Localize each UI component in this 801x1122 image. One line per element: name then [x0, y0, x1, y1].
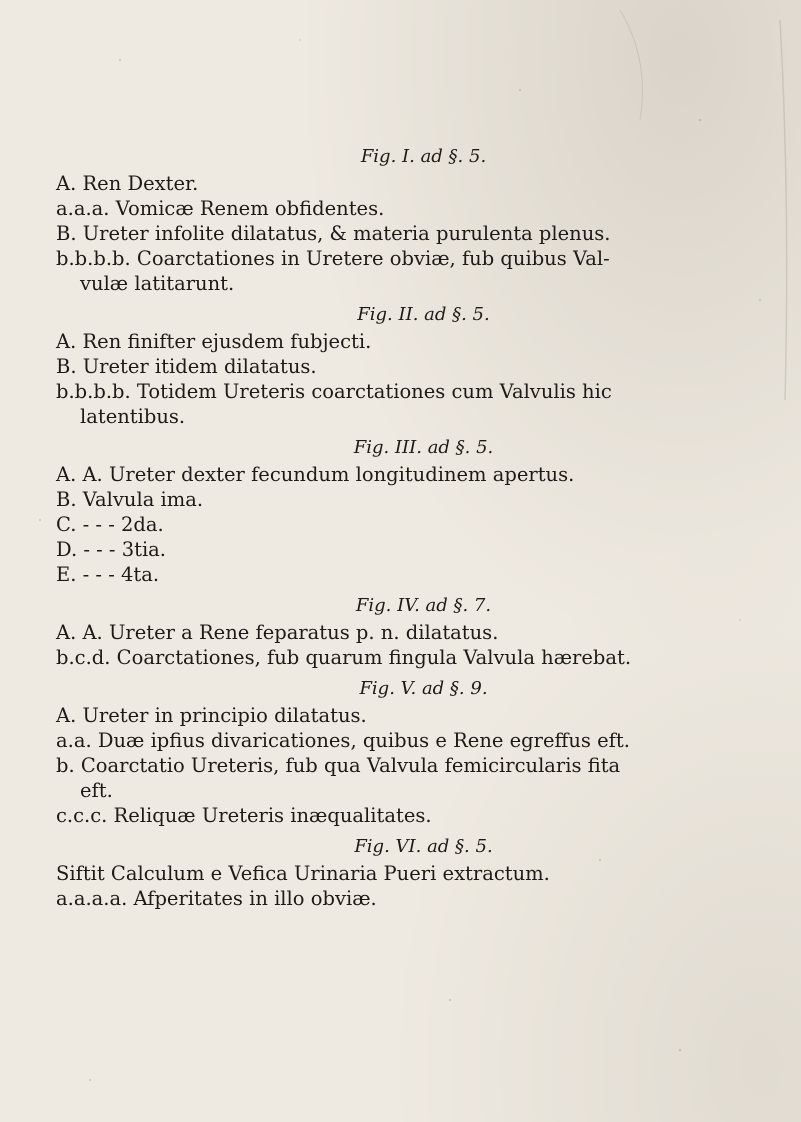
fig4-line-2: b.c.d. Coarctationes, fub quarum fingula Valvula hærebat.	[56, 646, 632, 669]
fig5-line-3: b. Coarctatio Ureteris, fub qua Valvula femicircularis fita	[56, 754, 621, 777]
fig6-line-1: Siftit Calculum e Vefica Urinaria Pueri extractum.	[56, 862, 550, 885]
fig4-heading: Fig. IV. ad §. 7.	[355, 595, 492, 616]
fig5-line-5: c.c.c. Reliquæ Ureteris inæqualitates.	[56, 804, 432, 827]
figure-legend-text	[56, 138, 791, 911]
fig3-line-5: E. - - - 4ta.	[56, 563, 160, 586]
fig1-heading: Fig. I. ad §. 5.	[360, 146, 487, 167]
fig6-heading: Fig. VI. ad §. 5.	[354, 836, 493, 857]
fig5-line-1: A. Ureter in principio dilatatus.	[56, 704, 367, 727]
fig3-heading: Fig. III. ad §. 5.	[353, 437, 494, 458]
fig5-line-4: eft.	[80, 779, 113, 802]
fig1-line-3: B. Ureter infolite dilatatus, & materia purulenta plenus.	[56, 222, 611, 245]
fig1-line-1: A. Ren Dexter.	[56, 172, 199, 195]
fig2-heading: Fig. II. ad §. 5.	[357, 304, 490, 325]
fig1-line-5: vulæ latitarunt.	[80, 272, 235, 295]
fig1-line-2: a.a.a. Vomicæ Renem obfidentes.	[56, 197, 385, 220]
fig1-line-4: b.b.b.b. Coarctationes in Uretere obviæ, fub quibus Val-	[56, 247, 610, 270]
fig2-line-2: B. Ureter itidem dilatatus.	[56, 355, 317, 378]
fig2-line-4: latentibus.	[80, 405, 186, 428]
fig3-line-2: B. Valvula ima.	[56, 488, 204, 511]
fig2-line-1: A. Ren finifter ejusdem fubjecti.	[56, 330, 372, 353]
fig3-line-4: D. - - - 3tia.	[56, 538, 167, 561]
fig4-line-1: A. A. Ureter a Rene feparatus p. n. dilatatus.	[56, 621, 499, 644]
fig3-line-1: A. A. Ureter dexter fecundum longitudinem apertus.	[56, 463, 575, 486]
fig5-heading: Fig. V. ad §. 9.	[359, 678, 488, 699]
fig3-line-3: C. - - - 2da.	[56, 513, 164, 536]
fig6-line-2: a.a.a.a. Afperitates in illo obviæ.	[56, 887, 377, 910]
fig5-line-2: a.a. Duæ ipfius divaricationes, quibus e Rene egreffus eft.	[56, 729, 630, 752]
fig2-line-3: b.b.b.b. Totidem Ureteris coarctationes cum Valvulis hic	[56, 380, 612, 403]
